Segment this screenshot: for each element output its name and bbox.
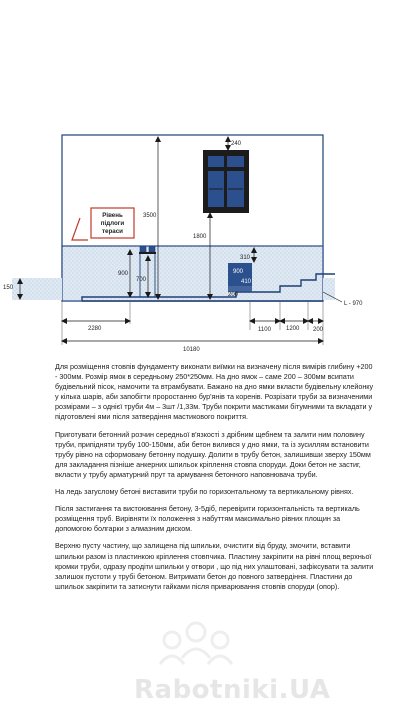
dim-200a: 200 — [228, 292, 239, 298]
dim-1800: 1800 — [193, 234, 207, 240]
dim-l970: L - 970 — [344, 301, 363, 307]
extension-lines — [62, 301, 323, 345]
paragraph-5: Верхню пусту частину, що залищена під шпильки, очистити від бруду, змочити, вставити шпильки разом із пластинкою кріплення стовпчика. Пластину закріпити на рівні площ верхньої кромки труби, одразу пpoдіти шпильки у отвори , що під них улаштовані, зафіксувати та залити залишок пустоти у трубі бетоном. Витримати бетон до повного затвердіння. Пластини до шпильок закріпити та затиснути гайками після привaрювання стовпів споруди (опор). — [55, 541, 374, 591]
dim-900a: 900 — [233, 269, 244, 275]
callout-line-2: підлоги — [100, 220, 125, 227]
paragraph-4: Після застигання та вистоювання бетону, 3-5діб, перевірити горизонтальність та вертикаль розміщення труб. Вирівняти їх положення з набуттям максимально рівних площин за допомогою болгарки з алмазним диском. — [55, 504, 360, 534]
window — [203, 150, 249, 213]
dim-10180: 10180 — [183, 347, 200, 353]
dim-310: 310 — [240, 255, 251, 261]
ground-left-strip — [12, 278, 62, 300]
watermark-text: Rabotniki.UA — [134, 675, 331, 705]
dim-2280: 2280 — [88, 326, 102, 332]
instructions-text — [55, 362, 375, 599]
dim-200b: 200 — [313, 327, 324, 333]
dim-150: 150 — [3, 285, 14, 291]
dim-900b: 900 — [118, 271, 129, 277]
dim-240: 240 — [231, 141, 242, 147]
dim-1100: 1100 — [258, 327, 271, 333]
ground-fill — [62, 246, 323, 301]
callout-line-1: Рівень — [102, 212, 123, 219]
dim-700: 700 — [136, 277, 147, 283]
pipe-section — [228, 263, 252, 292]
paragraph-1: Для розміщення стовпів фундаменту виконати виїмки на визначену після вимірів глибину +200 - 300мм. Розмір ямок в середньому 250*250мм. На дно ямок – саме 200 – 300мм всипати будівельний пісок, намочити та втрамбувати. Бажано на дно ямки вкласти будівельну клейонку у кілька шарів, аби запобігти проростанню бур'янів та коренів. Розрізати труби за визначеними розмірами – з однієї труби 4м – 3шт /1,33м. Труби покрити мастиками бітумними та вкладати у підготовлені ями після затвердіння мастикового покриття. — [55, 362, 374, 422]
paragraph-2: Приготувати бетонний розчин середньої в'язкості з дрібним щебнем та залити ним половину труби, припідняти трубу 100-150мм, аби бетон вилився у дно ямки, та із зусиллям встановити трубу рівно на сформовану бетонну подушку. Долити в трубу бетон, залишивши зверху 150мм для закладання пізніше анкерних шпильок кріплення стовпа споруди. Доки бетон не застиг, вкласти у трубу арматурний прут та армування бетонного наповнювача труби. — [55, 429, 371, 479]
ground-right-strip — [323, 278, 335, 300]
dim-3500: 3500 — [143, 213, 157, 219]
dim-410: 410 — [241, 279, 252, 285]
dim-1200: 1200 — [286, 326, 300, 332]
paragraph-3: На ледь загуслому бетоні виставити труби по горизонтальному та вертикальному рівнях. — [55, 487, 354, 497]
callout-line-3: тераси — [102, 228, 123, 235]
